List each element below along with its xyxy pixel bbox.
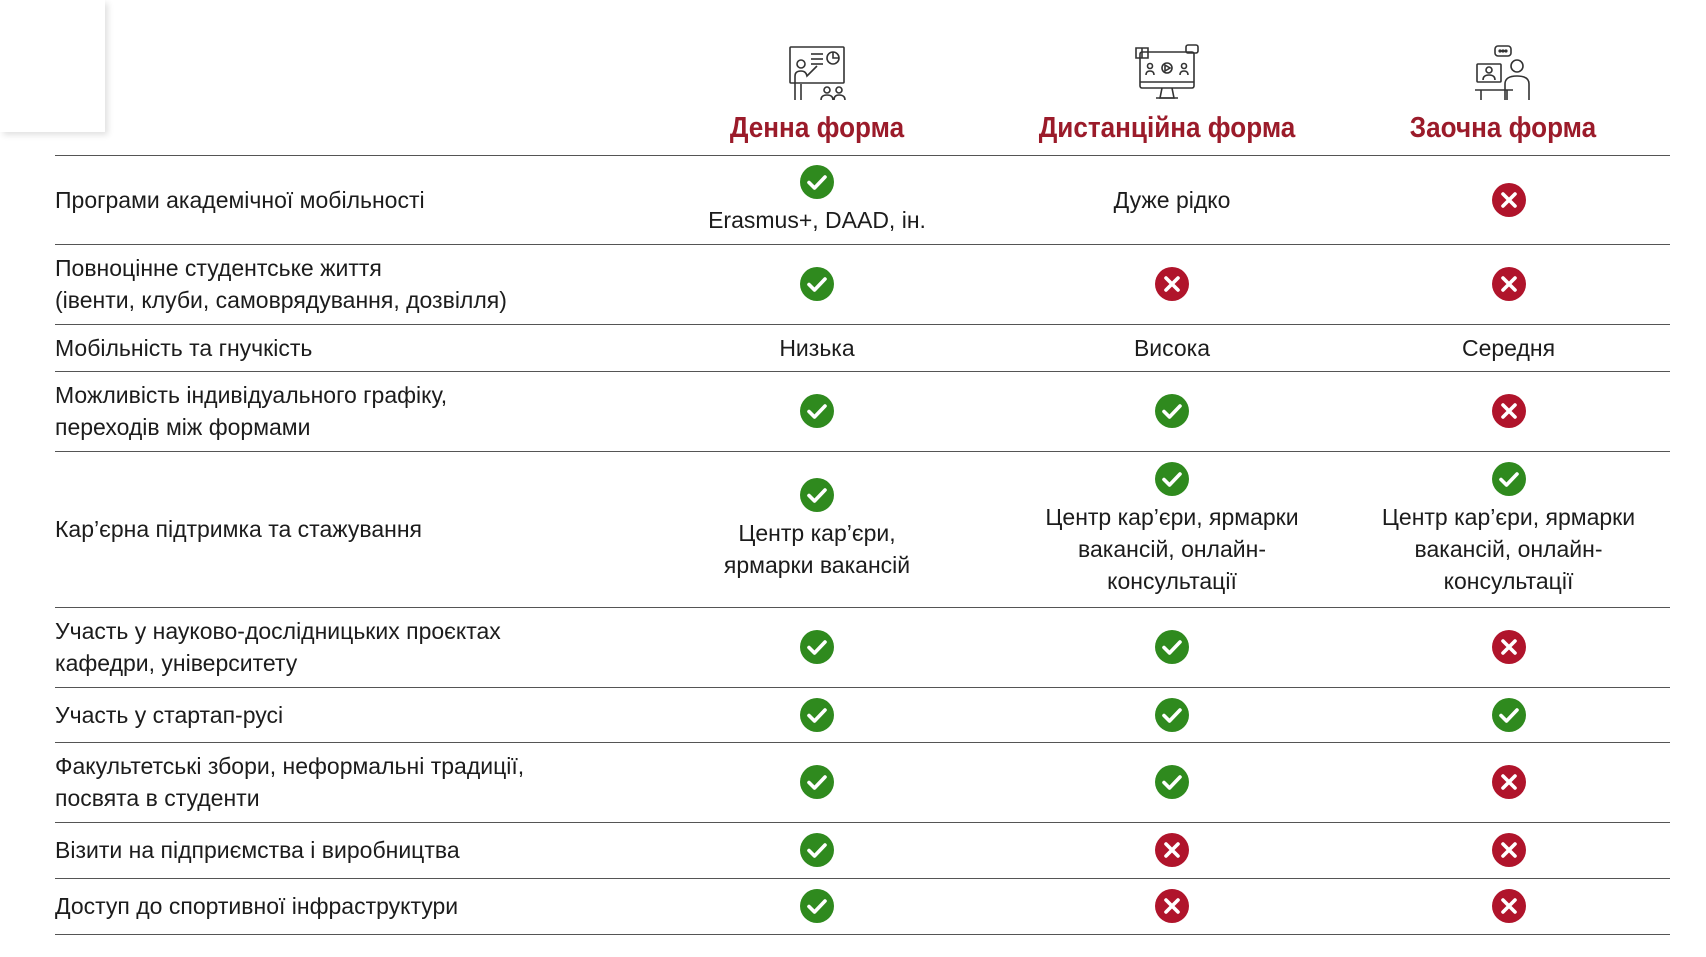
table-row [55,822,1670,878]
cell-day [637,244,997,324]
row-label [55,607,637,687]
cross-circle-icon [1154,888,1190,924]
check-circle-icon [799,477,835,513]
cell-day [637,687,997,742]
check-circle-icon [799,764,835,800]
cross-circle-icon [1491,764,1527,800]
row-label-text: Кар’єрна підтримка та стажування [55,516,423,542]
cell-distance [997,451,1347,607]
row-label-text: Мобільність та гнучкість [55,334,313,361]
cell-distance [997,687,1347,742]
cell-extramural [1347,742,1670,822]
cell-distance [997,324,1347,371]
cell-extramural [1347,371,1670,451]
check-circle-icon [799,697,835,733]
column-header-distance [987,44,1347,145]
check-circle-icon [799,164,835,200]
cell-note: Центр кар’єри, ярмарки вакансій, онлайн- консультації [1045,504,1299,594]
row-label-text: Програми академічної мобільності [55,186,425,213]
cell-note: Центр кар’єри, ярмарки вакансій [723,520,911,578]
cross-circle-icon [1154,266,1190,302]
online-learning-monitor-icon [1134,44,1200,104]
table-row [55,244,1670,324]
table-row [55,607,1670,687]
cell-extramural [1347,451,1670,607]
cross-circle-icon [1491,832,1527,868]
table-row [55,742,1670,822]
row-label [55,878,637,934]
check-circle-icon [799,888,835,924]
check-circle-icon [1491,461,1527,497]
cell-distance [997,156,1347,244]
cell-day [637,607,997,687]
column-title-day: Денна форма [729,112,905,144]
row-label-text: Участь у науково-дослідницьких проєктах кафедри, університету [55,618,501,676]
cell-distance [997,878,1347,934]
table-row [55,878,1670,934]
cell-day [637,451,997,607]
row-label [55,156,637,244]
table-row [55,451,1670,607]
cell-extramural [1347,878,1670,934]
comparison-table [55,156,1670,935]
cross-circle-icon [1154,832,1190,868]
cell-extramural [1347,244,1670,324]
check-circle-icon [1154,629,1190,665]
check-circle-icon [1154,764,1190,800]
cell-note: Центр кар’єри, ярмарки вакансій, онлайн- консультації [1381,504,1636,594]
cell-day [637,324,997,371]
row-label-text: Візити на підприємства і виробництва [55,837,460,863]
column-header-extramural [1323,44,1683,145]
consultation-person-icon [1473,44,1533,104]
cell-day [637,742,997,822]
cell-note: Низька [779,334,855,361]
check-circle-icon [1154,697,1190,733]
table-row [55,371,1670,451]
column-header-day [637,44,997,145]
check-circle-icon [1154,393,1190,429]
row-label-text: Участь у стартап-русі [55,701,284,728]
cell-distance [997,244,1347,324]
cell-distance [997,742,1347,822]
cell-note: Дуже рідко [1113,186,1231,213]
cell-day [637,156,997,244]
row-label [55,451,637,607]
check-circle-icon [799,629,835,665]
row-label-text: Повноцінне студентське життя (івенти, клуби, самоврядування, дозвілля) [55,255,507,313]
row-label [55,822,637,878]
row-label-text: Можливість індивідуального графіку, переходів між формами [55,382,448,440]
row-label [55,687,637,742]
cell-day [637,371,997,451]
cross-circle-icon [1491,629,1527,665]
corner-card [0,0,105,132]
cell-distance [997,607,1347,687]
row-label [55,371,637,451]
row-label-text: Доступ до спортивної інфраструктури [55,893,459,919]
cross-circle-icon [1491,182,1527,218]
cell-day [637,878,997,934]
cell-distance [997,822,1347,878]
table-row [55,156,1670,244]
row-label [55,742,637,822]
row-label [55,324,637,371]
cell-note: Erasmus+, DAAD, ін. [708,206,926,233]
check-circle-icon [799,393,835,429]
table-row [55,687,1670,742]
cell-distance [997,371,1347,451]
cell-extramural [1347,324,1670,371]
check-circle-icon [799,266,835,302]
table-row [55,324,1670,371]
classroom-teacher-icon [787,44,847,104]
row-label [55,244,637,324]
row-label-text: Факультетські збори, неформальні традиції, посвята в студенти [55,753,525,811]
check-circle-icon [1491,697,1527,733]
cell-extramural [1347,607,1670,687]
column-title-extramural: Заочна форма [1409,112,1597,144]
check-circle-icon [1154,461,1190,497]
cell-extramural [1347,156,1670,244]
cell-extramural [1347,822,1670,878]
cross-circle-icon [1491,888,1527,924]
cross-circle-icon [1491,266,1527,302]
column-title-distance: Дистанційна форма [1038,112,1296,144]
cell-note: Висока [1133,334,1211,361]
cell-extramural [1347,687,1670,742]
cell-note: Середня [1461,334,1556,361]
check-circle-icon [799,832,835,868]
cross-circle-icon [1491,393,1527,429]
cell-day [637,822,997,878]
